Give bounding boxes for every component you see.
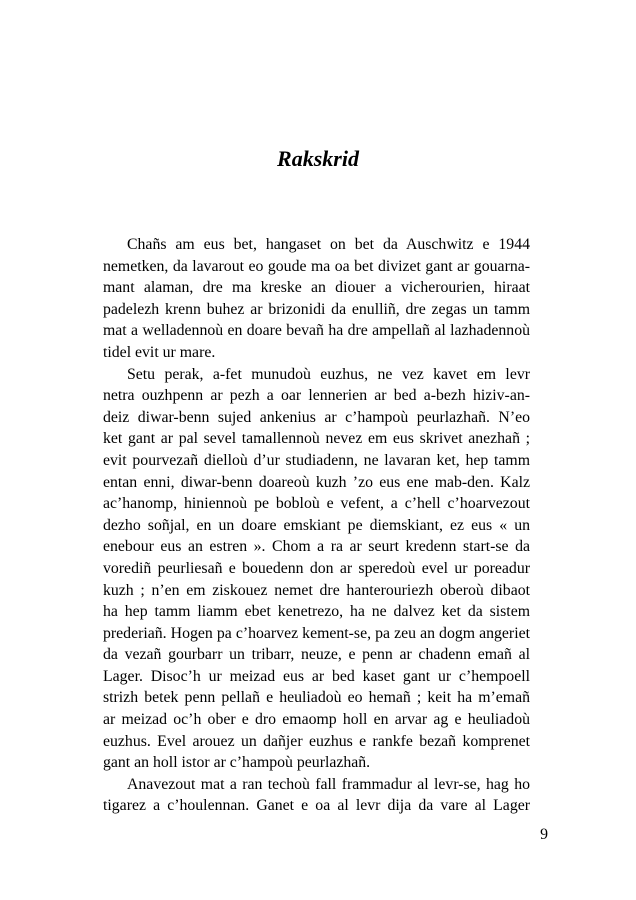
text-line: dezho soñjal, en un doare emskiant pe diemskiant, ez eus « un	[103, 516, 530, 534]
text-line: mant alaman, dre ma kreske an diouer a vicherourien, hiraat	[103, 279, 530, 297]
text-line: tigarez a c’houlennan. Ganet e oa al levr dija da vare al Lager	[103, 797, 530, 815]
text-line: mat a welladennoù en doare bevañ ha dre ampellañ al lazhadennoù	[103, 322, 530, 340]
text-line: entan enni, diwar-benn doareoù kuzh ’zo eus ene mab-den. Kalz	[103, 473, 530, 491]
text-line: ha hep tamm liamm ebet kenetrezo, ha ne dalvez ket da sistem	[103, 603, 530, 621]
paragraph	[103, 234, 530, 364]
text-line: deiz diwar-benn sujed ankenius ar c’hampoù peurlazhañ. N’eo	[103, 408, 530, 426]
text-line: tidel evit ur mare.	[103, 343, 216, 361]
text-line: prederiañ. Hogen pa c’hoarvez kement-se, pa zeu an dogm angeriet	[103, 624, 530, 642]
text-line: enebour eus an estren ». Chom a ra ar seurt kredenn start-se da	[103, 538, 530, 556]
page-number: 9	[540, 826, 548, 843]
text-line: vorediñ peurliesañ e bouedenn don ar speredoù evel ur poreadur	[103, 559, 530, 577]
text-line: ac’hanomp, hiniennoù pe bobloù e vefent, a c’hell c’hoarvezout	[103, 495, 530, 513]
text-line: Lager. Disoc’h ur meizad eus ar bed kaset gant ur c’hempoell	[103, 667, 530, 685]
text-line: kuzh ; n’en em ziskouez nemet dre hanterouriezh oberoù dibaot	[103, 581, 530, 599]
text-line: ar meizad oc’h ober e dro emaomp holl en arvar ag e heuliadoù	[103, 711, 530, 729]
text-line: gant an holl istor ar c’hampoù peurlazhañ.	[103, 754, 371, 772]
text-line: ket gant ar pal sevel tamallennoù nevez em eus skrivet anezhañ ;	[103, 430, 530, 448]
text-line: netra ouzhpenn ar pezh a oar lennerien ar bed a-bezh hiziv-an-	[103, 387, 530, 405]
chapter-title: Rakskrid	[277, 146, 359, 171]
text-line: Anavezout mat a ran techoù fall frammadur al levr-se, hag ho	[127, 775, 530, 793]
text-line: evit pourvezañ dielloù d’ur studiadenn, ne lavaran ket, hep tamm	[103, 451, 530, 469]
text-line: padelezh krenn buhez ar brizonidi da enulliñ, dre zegas un tamm	[103, 300, 530, 318]
text-line: euzhus. Evel arouez un dañjer euzhus e rankfe bezañ komprenet	[103, 732, 530, 750]
text-line: strizh betek penn pellañ e heuliadoù eo hemañ ; keit ha m’emañ	[103, 689, 530, 707]
text-line: Chañs am eus bet, hangaset on bet da Auschwitz e 1944	[127, 236, 530, 253]
paragraph	[103, 774, 530, 817]
paragraph	[103, 364, 530, 774]
text-line: da vezañ gourbarr un tribarr, neuze, e penn ar chadenn emañ al	[103, 646, 530, 664]
body-text	[103, 234, 530, 817]
text-line: Setu perak, a-fet munudoù euzhus, ne vez kavet em levr	[127, 365, 530, 383]
text-line: nemetken, da lavarout eo goude ma oa bet divizet gant ar gouarna-	[103, 257, 530, 275]
